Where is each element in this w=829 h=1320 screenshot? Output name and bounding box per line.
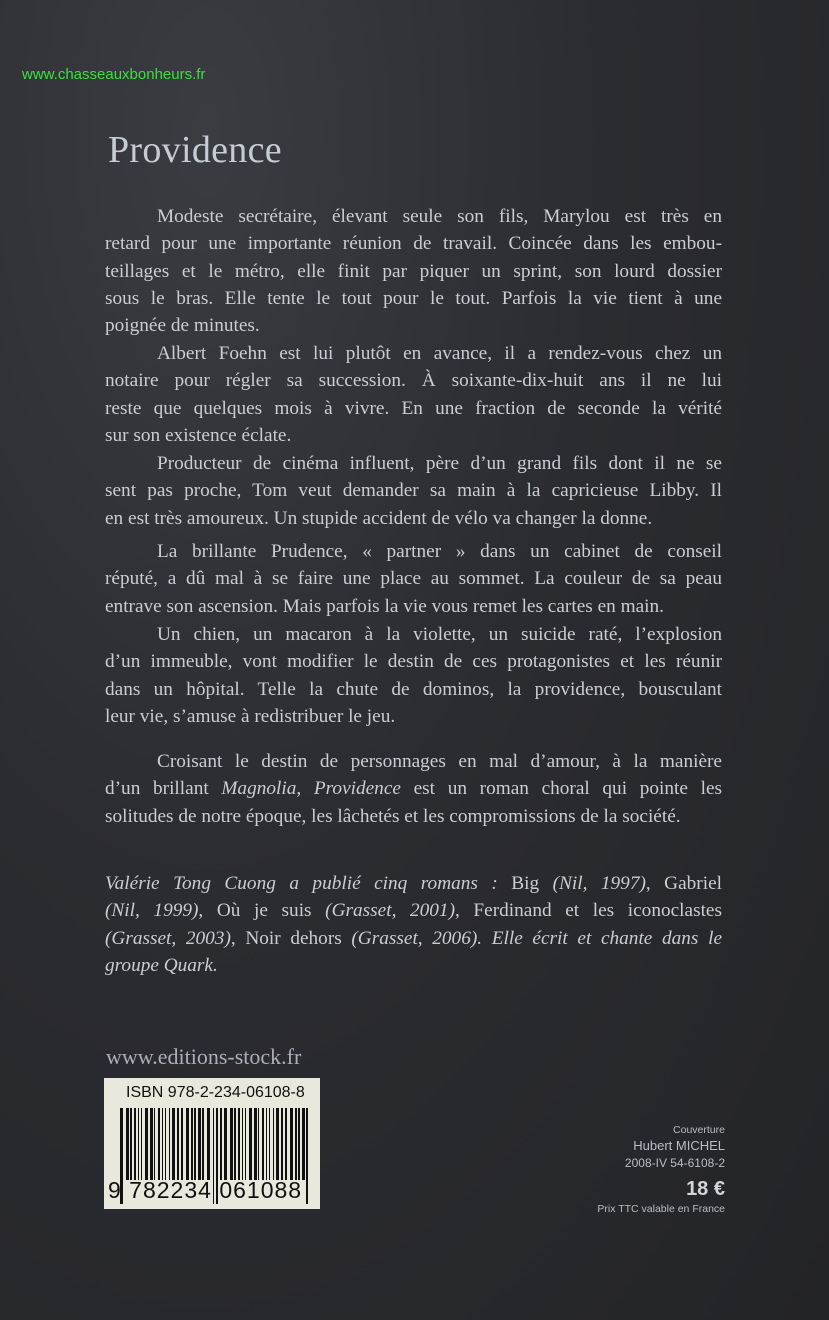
- text-run: sous le bras. Elle tente le tout pour le tout. Parfois la vie tient à une: [105, 287, 722, 309]
- text-line: [105, 952, 722, 979]
- text-run: Valérie Tong Cuong a publié cinq romans :: [105, 873, 498, 894]
- text-line: [105, 230, 722, 257]
- book-title: Providence: [108, 129, 282, 171]
- text-run: Modeste secrétaire, élevant seule son fils, Marylou est très en: [157, 206, 722, 227]
- barcode-bar: [172, 1108, 175, 1180]
- text-line: [105, 775, 722, 802]
- text-line: [105, 538, 722, 565]
- barcode-bar: [126, 1108, 129, 1180]
- barcode-bar: [198, 1108, 201, 1180]
- text-line: [105, 870, 722, 897]
- text-run: réputé, a dû mal à se faire une place au sommet. La couleur de sa peau: [105, 568, 722, 590]
- barcode-bar: [138, 1108, 139, 1180]
- watermark-url: www.chasseauxbonheurs.fr: [22, 66, 206, 83]
- publisher-website: www.editions-stock.fr: [106, 1044, 302, 1069]
- text-line: [105, 203, 722, 230]
- barcode-bar: [150, 1108, 153, 1180]
- text-line: [105, 340, 722, 367]
- barcode-bar: [266, 1108, 267, 1180]
- text-run: , Gabriel: [645, 873, 722, 894]
- text-run: (Nil, 1999): [105, 900, 199, 922]
- barcode-bar: [158, 1108, 160, 1180]
- barcode-bar: [302, 1108, 305, 1180]
- text-line: [105, 621, 722, 648]
- synopsis-paragraph: [105, 340, 722, 449]
- barcode-bar: [154, 1108, 155, 1180]
- text-run: entrave son ascension. Mais parfois la vie vous remet les cartes en main.: [105, 595, 664, 617]
- barcode-bar: [249, 1108, 252, 1180]
- barcode-bar: [134, 1108, 136, 1180]
- barcode-bar: [242, 1108, 243, 1180]
- text-line: [105, 748, 722, 775]
- price-note: Prix TTC valable en France: [597, 1203, 725, 1215]
- text-run: groupe Quark.: [105, 954, 218, 976]
- text-run: , Noir dehors: [230, 927, 352, 949]
- text-line: [105, 450, 722, 477]
- barcode-bar: [258, 1108, 259, 1180]
- text-line: [105, 897, 722, 924]
- text-run: d’un brillant: [105, 778, 222, 800]
- text-line: [105, 312, 722, 339]
- text-line: [105, 258, 722, 285]
- barcode-bar: [220, 1108, 222, 1180]
- barcode-bar: [162, 1108, 163, 1180]
- price: 18 €: [686, 1178, 725, 1200]
- barcode-bar: [238, 1108, 240, 1180]
- barcode-bar: [165, 1108, 166, 1180]
- text-run: en est très amoureux. Un stupide accident de vélo va changer la donne.: [105, 507, 653, 529]
- text-run: Albert Foehn est lui plutôt en avance, il a rendez-vous chez un: [157, 343, 722, 364]
- barcode-bar: [224, 1108, 227, 1180]
- synopsis-paragraph: [105, 450, 722, 532]
- barcode-bar: [298, 1108, 300, 1180]
- text-line: [105, 285, 722, 312]
- barcode-bar: [281, 1108, 283, 1180]
- text-run: Big: [497, 873, 553, 894]
- text-line: [105, 505, 722, 532]
- text-run: sur son existence éclate.: [105, 424, 292, 446]
- text-run: (Nil, 1997): [552, 873, 646, 894]
- text-run: (Grasset, 2006). Elle écrit et chante dans le: [351, 927, 722, 949]
- barcode-bar: [254, 1108, 257, 1180]
- barcode-bar: [230, 1108, 233, 1180]
- text-run: (Grasset, 2003): [105, 927, 231, 949]
- barcode-bar: [269, 1108, 270, 1180]
- synopsis-paragraph: [105, 748, 722, 830]
- barcode-bar: [186, 1108, 189, 1180]
- barcode-bar: [306, 1108, 308, 1204]
- barcode-label: [104, 1078, 320, 1209]
- barcode-bar: [177, 1108, 179, 1180]
- barcode-bar: [130, 1108, 132, 1180]
- text-line: [105, 703, 722, 730]
- barcode-bar: [295, 1108, 297, 1180]
- author-bio: [105, 870, 722, 979]
- text-run: sent pas proche, Tom veut demander sa main à la capricieuse Libby. Il: [105, 480, 722, 502]
- text-run: teillages et le métro, elle finit par piquer un sprint, son lourd dossier: [105, 260, 722, 282]
- text-line: [105, 367, 722, 394]
- text-run: , Ferdinand et les iconoclastes: [455, 900, 722, 922]
- text-line: [105, 477, 722, 504]
- text-run: retard pour une importante réunion de travail. Coincée dans les embou-: [105, 233, 722, 255]
- text-run: poignée de minutes.: [105, 315, 260, 337]
- barcode-bar: [262, 1108, 264, 1180]
- barcode-bar: [245, 1108, 246, 1180]
- barcode-bar: [181, 1108, 183, 1180]
- text-run: (Grasset, 2001): [325, 900, 455, 922]
- cover-artist: Hubert MICHEL: [633, 1138, 725, 1153]
- text-run: Croisant le destin de personnages en mal d’amour, à la manière: [157, 751, 722, 772]
- barcode-bar: [276, 1108, 279, 1180]
- barcode-bar: [207, 1108, 210, 1180]
- synopsis-paragraph: [105, 203, 722, 339]
- synopsis-paragraph: [105, 538, 722, 620]
- text-run: ,: [296, 778, 314, 800]
- barcode-bar: [194, 1108, 196, 1180]
- text-run: Magnolia: [221, 778, 297, 800]
- text-run: , Où je suis: [198, 900, 326, 922]
- barcode-bar: [202, 1108, 204, 1180]
- text-run: est un roman choral qui pointe les: [400, 778, 723, 800]
- text-run: dans un hôpital. Telle la chute de dominos, la providence, bousculant: [105, 678, 722, 700]
- text-run: Producteur de cinéma influent, père d’un grand fils dont il ne se: [157, 453, 722, 474]
- barcode-bar: [290, 1108, 293, 1180]
- barcode-bar: [145, 1108, 148, 1180]
- text-run: La brillante Prudence, « partner » dans un cabinet de conseil: [157, 541, 722, 562]
- isbn-text: ISBN 978-2-234-06108-8: [126, 1084, 305, 1101]
- text-line: [105, 593, 722, 620]
- text-line: [105, 648, 722, 675]
- barcode-bar: [141, 1108, 142, 1180]
- barcode-bar: [273, 1108, 274, 1180]
- text-run: d’un immeuble, vont modifier le destin de ces protagonistes et les réunir: [105, 651, 722, 673]
- text-run: notaire pour régler sa succession. À soixante-dix-huit ans il ne lui: [105, 370, 722, 392]
- text-run: solitudes de notre époque, les lâchetés et les compromissions de la société.: [105, 805, 681, 827]
- synopsis-paragraph: [105, 621, 722, 730]
- text-run: Un chien, un macaron à la violette, un suicide raté, l’explosion: [157, 624, 722, 645]
- text-line: [105, 925, 722, 952]
- text-line: [105, 395, 722, 422]
- edition-code: 2008-IV 54-6108-2: [624, 1156, 725, 1170]
- barcode-bar: [169, 1108, 170, 1180]
- barcode-bar: [234, 1108, 236, 1180]
- text-line: [105, 565, 722, 592]
- cover-credit-label: Couverture: [673, 1124, 725, 1136]
- ean-digits: 9 782234 061088: [108, 1177, 303, 1203]
- barcode-bar: [191, 1108, 193, 1180]
- text-run: leur vie, s’amuse à redistribuer le jeu.: [105, 705, 396, 727]
- text-line: [105, 803, 722, 830]
- text-run: Providence: [313, 778, 401, 800]
- text-line: [105, 676, 722, 703]
- barcode-bar: [285, 1108, 287, 1180]
- text-run: reste que quelques mois à vivre. En une fraction de seconde la vérité: [105, 397, 722, 419]
- text-line: [105, 422, 722, 449]
